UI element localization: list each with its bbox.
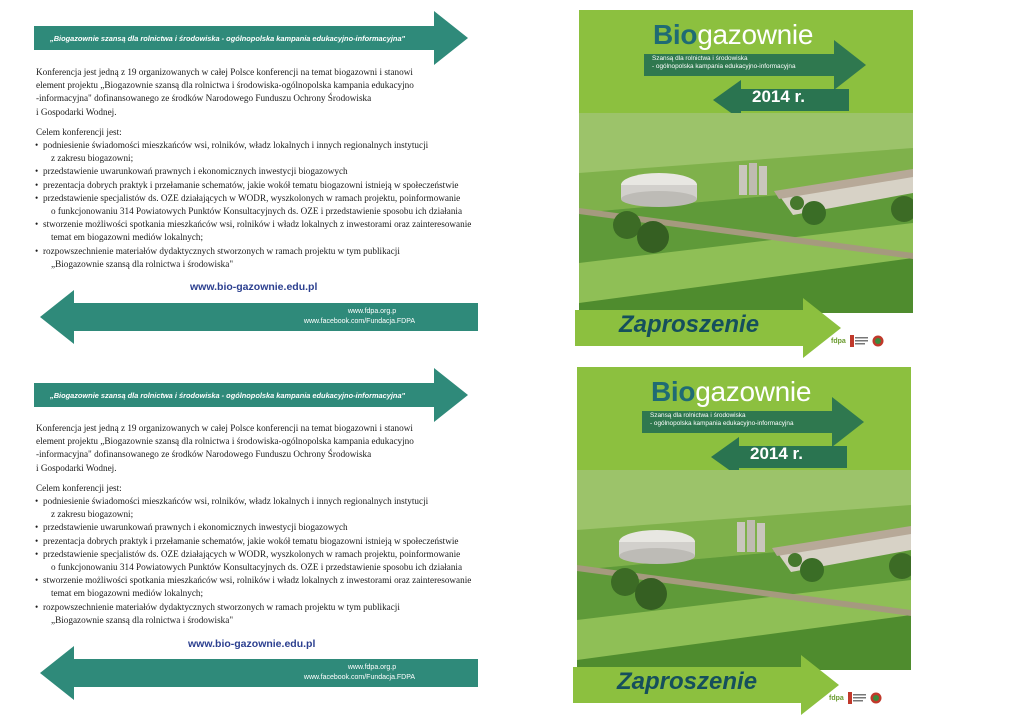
- fund-logo-icon: [850, 335, 868, 347]
- invitation-panel-1: [0, 0, 1024, 362]
- invitation-panel-2: [0, 362, 1024, 724]
- goal-item: • podniesienie świadomości mieszkańców wsi, rolników, władz lokalnych i innych regionalnych instytucji z zakresu biogazowni;: [36, 139, 476, 165]
- goal-item: • stworzenie możliwości spotkania mieszkańców wsi, rolników i władz lokalnych z inwestorami oraz zainteresowanie temat em biogazowni mediów lokalnych;: [36, 218, 476, 244]
- partner-logos: [831, 335, 884, 347]
- fdpa-logo: fdpa: [829, 694, 844, 702]
- intro-paragraph: [36, 66, 476, 119]
- cover-title: Biogazownie: [651, 376, 812, 407]
- invite-label: Zaproszenie: [619, 311, 760, 338]
- goal-item: • przedstawienie uwarunkowań prawnych i ekonomicznych inwestycji biogazowych: [36, 165, 476, 178]
- facebook-link[interactable]: www.facebook.com/Fundacja.FDPA: [303, 318, 416, 325]
- campaign-banner-arrow: [34, 11, 468, 65]
- goals-list: [36, 495, 476, 627]
- goals-list: [36, 139, 476, 271]
- fdpa-website-link[interactable]: www.fdpa.org.p: [347, 308, 397, 315]
- contact-arrow: [40, 290, 478, 344]
- eco-logo-icon: [872, 335, 884, 347]
- intro-line: element projektu „Biogazownie szansą dla rolnictwa i środowiska-ogólnopolska kampania edukacyjno: [36, 80, 414, 91]
- intro-line: Konferencja jest jedną z 19 organizowanych w całej Polsce konferencji na temat biogazowni i stanowi: [36, 423, 413, 433]
- eco-logo-icon: [870, 692, 882, 704]
- goal-item: • rozpowszechnienie materiałów dydaktycznych stworzonych w ramach projektu w tym publikacji „Biogazownie szansą dla rolnictwa i środowiska": [36, 245, 476, 271]
- cover-title: Biogazownie: [653, 19, 814, 50]
- contact-arrow: [40, 646, 478, 700]
- goals-heading: Celem konferencji jest:: [36, 126, 122, 137]
- intro-line: i Gospodarki Wodnej.: [36, 106, 117, 117]
- campaign-banner-text: „Biogazownie szansą dla rolnictwa i środowiska - ogólnopolska kampania edukacyjno-informacyjna": [50, 33, 406, 43]
- cover-year: 2014 r.: [752, 87, 805, 106]
- brochure-cover: [579, 10, 913, 356]
- campaign-banner-arrow: [34, 368, 468, 422]
- goal-item: • podniesienie świadomości mieszkańców wsi, rolników, władz lokalnych i innych regionalnych instytucji z zakresu biogazowni;: [36, 495, 476, 521]
- brochure-cover: [577, 367, 911, 713]
- goal-item: • prezentacja dobrych praktyk i przełamanie schematów, jakie wokół tematu biogazowni istnieją w społeczeństwie: [36, 535, 476, 548]
- website-link[interactable]: www.bio-gazownie.edu.pl: [190, 281, 318, 293]
- intro-line: i Gospodarki Wodnej.: [36, 462, 117, 473]
- fund-logo-icon: [848, 692, 866, 704]
- contact-lines: [40, 646, 478, 700]
- website-link[interactable]: www.bio-gazownie.edu.pl: [188, 638, 316, 650]
- goal-item: • stworzenie możliwości spotkania mieszkańców wsi, rolników i władz lokalnych z inwestorami oraz zainteresowanie temat em biogazowni mediów lokalnych;: [36, 574, 476, 600]
- conference-description: [36, 422, 476, 627]
- partner-logos: [829, 692, 882, 704]
- biogas-plant-photo: [577, 470, 911, 670]
- intro-paragraph: [36, 422, 476, 475]
- conference-description: [36, 66, 476, 271]
- facebook-link[interactable]: www.facebook.com/Fundacja.FDPA: [303, 674, 416, 681]
- goal-item: • rozpowszechnienie materiałów dydaktycznych stworzonych w ramach projektu w tym publikacji „Biogazownie szansą dla rolnictwa i środowiska": [36, 601, 476, 627]
- goal-item: • przedstawienie specjalistów ds. OZE działających w WODR, wyszkolonych w ramach projektu, poinformowanie o funkcjonowaniu 314 Powiatowych Punktów Konsultacyjnych ds. OZE i przedstawienie sposobu ich działania: [36, 192, 476, 218]
- cover-subtitle: Szansą dla rolnictwa i środowiska - ogólnopolska kampania edukacyjno-informacyjna: [652, 55, 796, 70]
- invite-label: Zaproszenie: [617, 668, 758, 695]
- intro-line: Konferencja jest jedną z 19 organizowanych w całej Polsce konferencji na temat biogazowni i stanowi: [36, 67, 413, 77]
- campaign-banner-text: „Biogazownie szansą dla rolnictwa i środowiska - ogólnopolska kampania edukacyjno-informacyjna": [50, 390, 406, 400]
- goal-item: • przedstawienie specjalistów ds. OZE działających w WODR, wyszkolonych w ramach projektu, poinformowanie o funkcjonowaniu 314 Powiatowych Punktów Konsultacyjnych ds. OZE i przedstawienie sposobu ich działania: [36, 548, 476, 574]
- cover-year: 2014 r.: [750, 444, 803, 463]
- intro-line: -informacyjna" dofinansowanego ze środków Narodowego Funduszu Ochrony Środowiska: [36, 449, 372, 460]
- intro-line: -informacyjna" dofinansowanego ze środków Narodowego Funduszu Ochrony Środowiska: [36, 93, 372, 104]
- goal-item: • prezentacja dobrych praktyk i przełamanie schematów, jakie wokół tematu biogazowni istnieją w społeczeństwie: [36, 179, 476, 192]
- contact-lines: [40, 290, 478, 344]
- cover-subtitle: Szansą dla rolnictwa i środowiska - ogólnopolska kampania edukacyjno-informacyjna: [650, 412, 794, 427]
- fdpa-logo: fdpa: [831, 337, 846, 345]
- intro-line: element projektu „Biogazownie szansą dla rolnictwa i środowiska-ogólnopolska kampania edukacyjno: [36, 436, 414, 447]
- goal-item: • przedstawienie uwarunkowań prawnych i ekonomicznych inwestycji biogazowych: [36, 521, 476, 534]
- goals-heading: Celem konferencji jest:: [36, 482, 122, 493]
- fdpa-website-link[interactable]: www.fdpa.org.p: [347, 664, 397, 671]
- biogas-plant-photo: [579, 113, 913, 313]
